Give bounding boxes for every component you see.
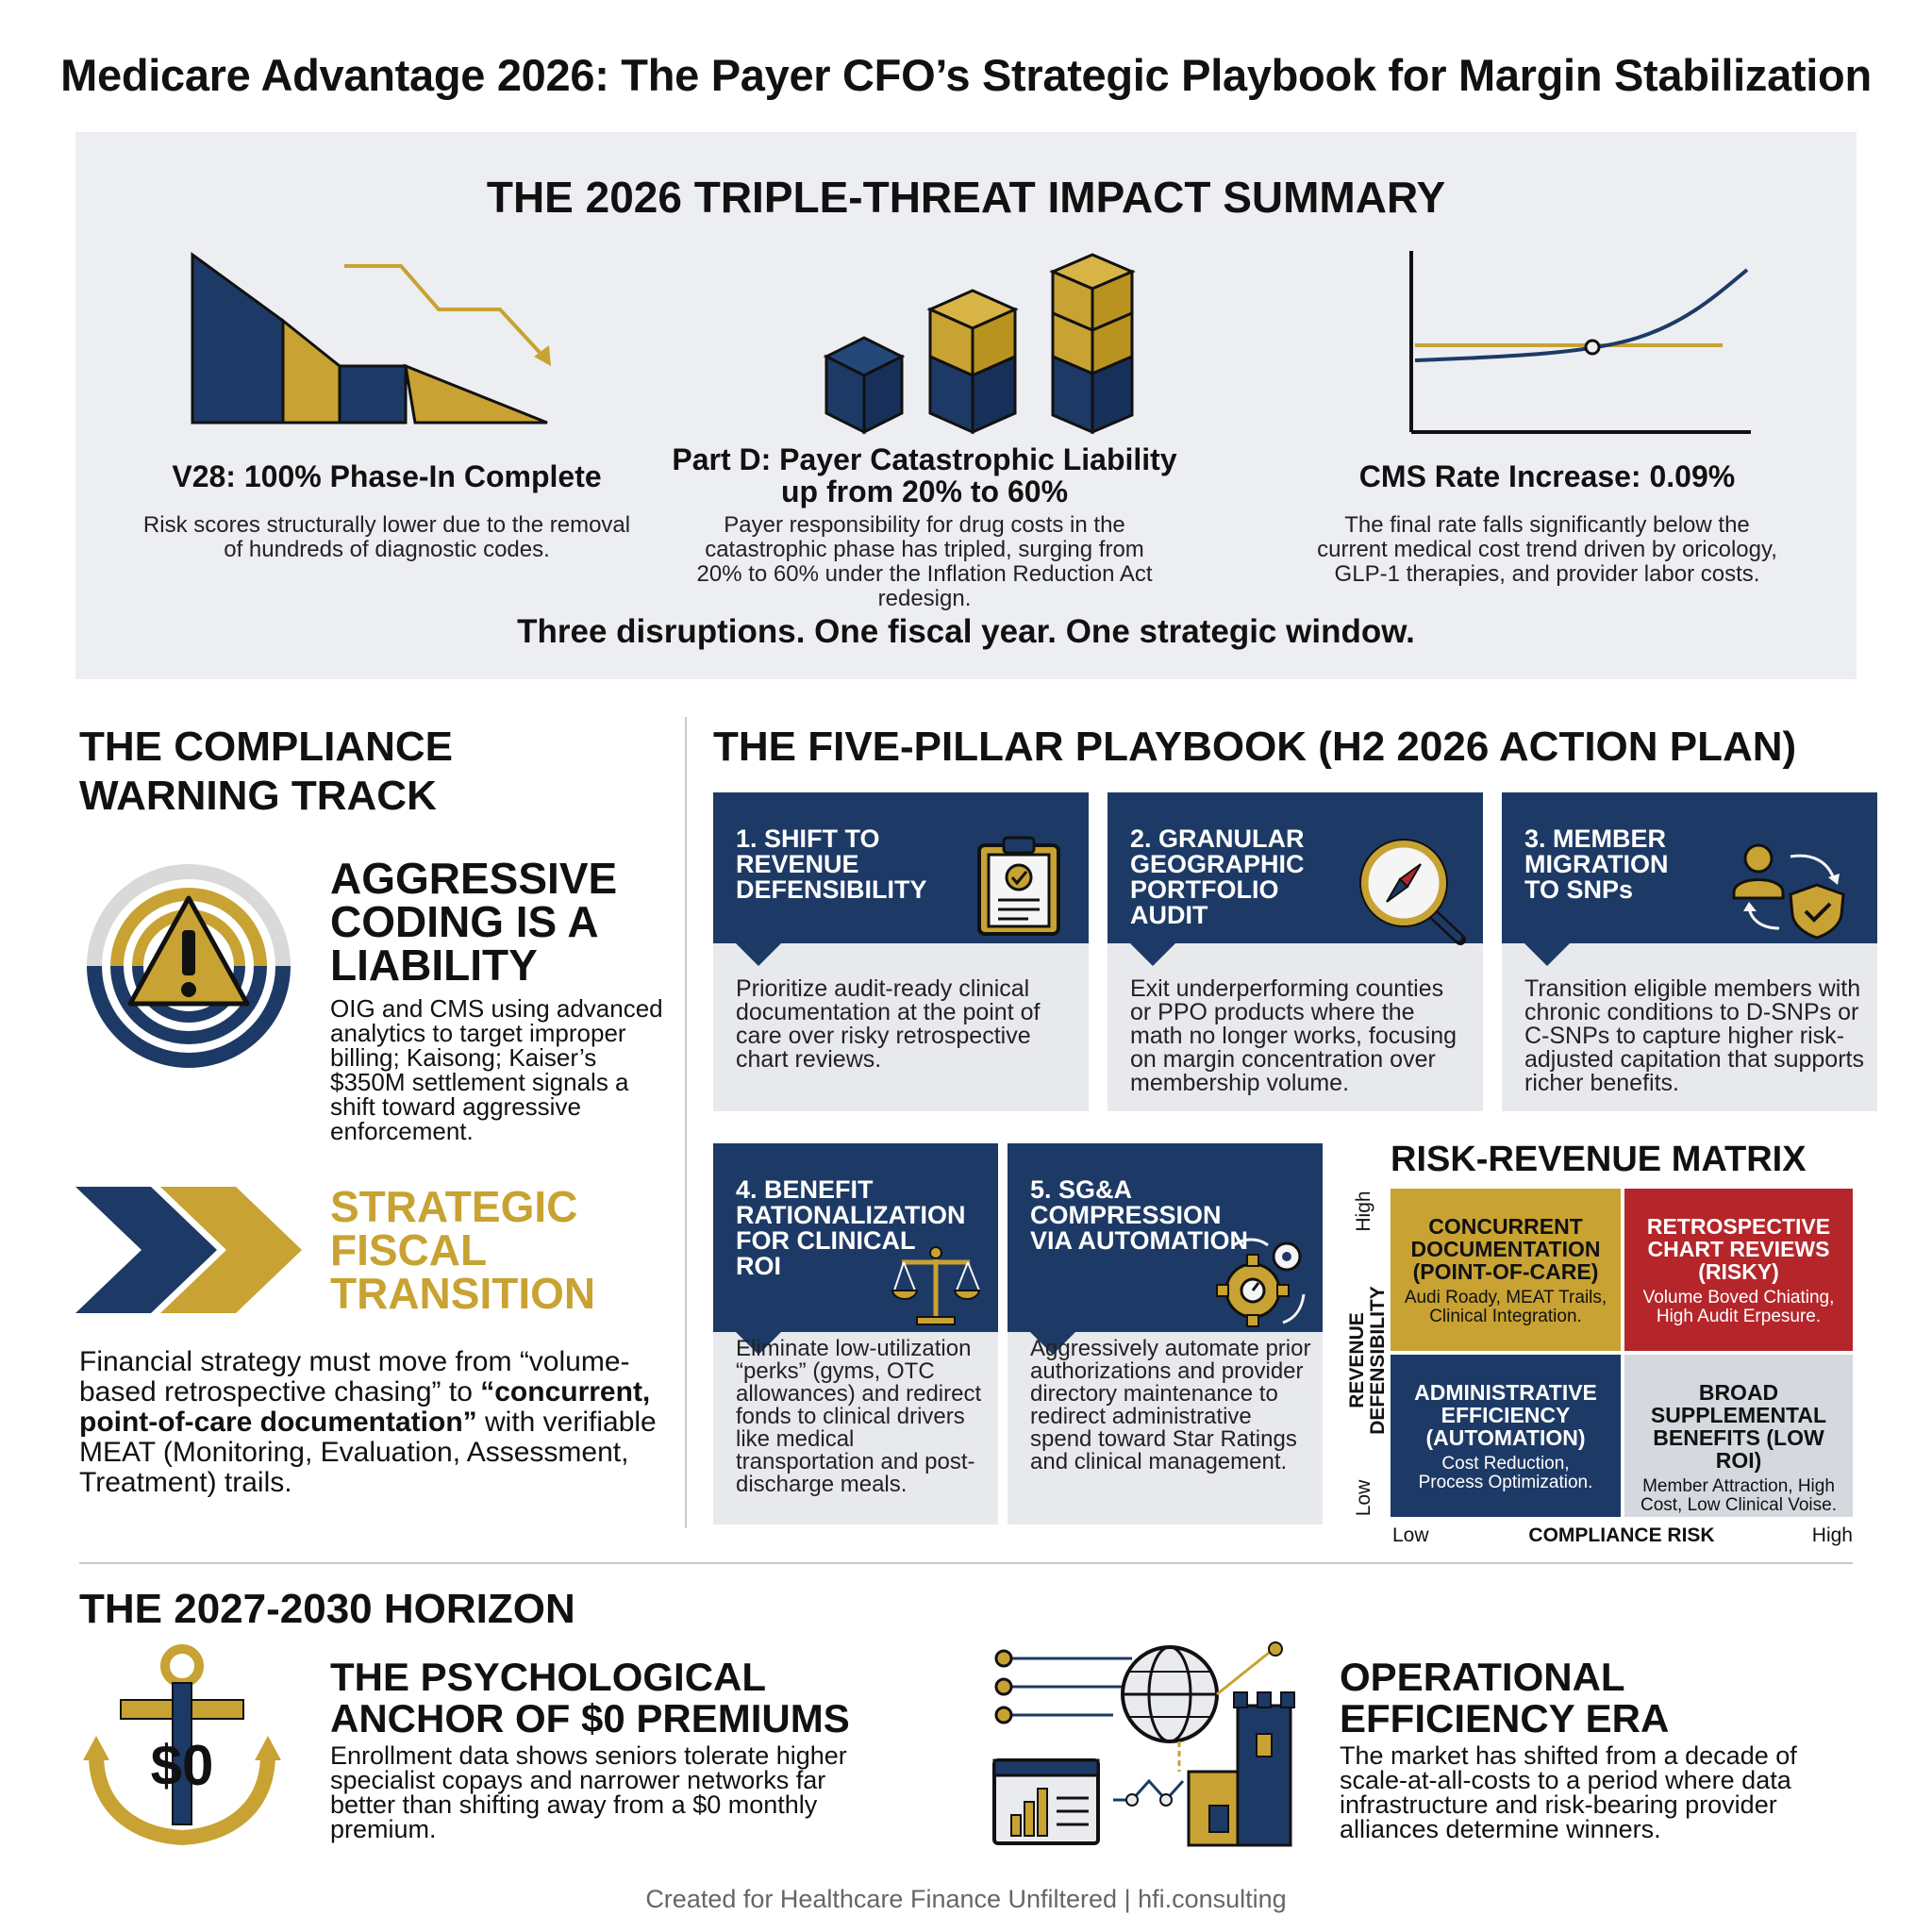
pillar-card-2: [1108, 792, 1483, 1111]
pillar-body: Prioritize audit-ready clinical documentation at the point of care over risky retrospective chart reviews.: [736, 975, 1041, 1073]
matrix-cell-title: BROAD SUPPLEMENTAL BENEFITS (LOW ROI): [1650, 1380, 1827, 1473]
matrix-y-high-wrap: [1349, 1185, 1377, 1241]
cost-trend-curve-icon: [1402, 251, 1760, 440]
summary-body-cms-rate: The final rate falls significantly below the current medical cost trend driven by oricology, GLP-1 therapies, and provider labor costs.: [1317, 512, 1777, 587]
pillar-header: [713, 1143, 998, 1332]
transition-body-bold: “concurrent, point-of-care documentation”: [79, 1376, 651, 1438]
pillar-body: Exit underperforming counties or PPO products where the math no longer works, focusing on margin concentration over membership volume.: [1130, 975, 1457, 1096]
data-castle-network-icon: [991, 1640, 1311, 1847]
matrix-cell-title: ADMINISTRATIVE EFFICIENCY (AUTOMATION): [1414, 1380, 1597, 1450]
summary-heading-v28: V28: 100% Phase-In Complete: [172, 459, 602, 493]
transition-heading: STRATEGIC FISCAL TRANSITION: [330, 1182, 596, 1318]
matrix-x-low-label: Low: [1392, 1524, 1429, 1546]
transition-body-post: with verifiable MEAT (Monitoring, Evaluation, Assessment, Treatment) trails.: [79, 1407, 657, 1498]
pillar-header: [1108, 792, 1483, 943]
pillar-notch: [1524, 943, 1570, 966]
anchor-body: Enrollment data shows seniors tolerate higher specialist copays and narrower networks far better than shifting away from a $0 monthly premium.: [330, 1741, 847, 1843]
section-divider-vertical: [685, 717, 687, 1528]
matrix-cell-title: RETROSPECTIVE CHART REVIEWS (RISKY): [1646, 1214, 1831, 1284]
matrix-x-high-label: High: [1811, 1524, 1853, 1546]
pillar-header: [1502, 792, 1877, 943]
playbook-section-title: THE FIVE-PILLAR PLAYBOOK (H2 2026 ACTION PLAN): [713, 724, 1797, 770]
pillar-card-4: [713, 1143, 998, 1524]
summary-title: THE 2026 TRIPLE-THREAT IMPACT SUMMARY: [486, 173, 1446, 222]
pillar-body: Eliminate low-utilization “perks” (gyms, OTC allowances) and redirect fonds to clinical drivers like medical transportation and post-discharge meals.: [736, 1336, 982, 1497]
pillar-title: 1. SHIFT TO REVENUE DEFENSIBILITY: [736, 824, 927, 904]
summary-body-part-d: Payer responsibility for drug costs in the catastrophic phase has tripled, surging from 20% to 60% under the Inflation Reduction Act redesign.: [696, 512, 1153, 611]
pillar-title: 2. GRANULAR GEOGRAPHIC PORTFOLIO AUDIT: [1130, 824, 1305, 929]
pillar-card-3: [1502, 792, 1877, 1111]
pillar-notch: [1130, 943, 1175, 966]
matrix-cell-desc: Member Attraction, High Cost, Low Clinical Voise.: [1640, 1476, 1838, 1515]
dollar-anchor-icon: [83, 1641, 281, 1849]
risk-revenue-matrix: [1391, 1189, 1853, 1517]
transition-body-pre: Financial strategy must move from “volume-based retrospective chasing” to: [79, 1346, 630, 1407]
warning-body: OIG and CMS using advanced analytics to target improper billing; Kaisong; Kaiser’s $350M settlement signals a shift toward aggressive enforcement.: [330, 994, 663, 1145]
matrix-cell-desc: Volume Boved Chiating, High Audit Erpesure.: [1642, 1288, 1835, 1326]
warning-target-icon: [75, 853, 302, 1079]
warning-heading: AGGRESSIVE CODING IS A LIABILITY: [330, 854, 618, 990]
transition-body: [79, 1347, 664, 1498]
pillar-body: Aggressively automate prior authorizations and provider directory maintenance to redirect administrative spend toward Star Ratings and clinical management.: [1030, 1336, 1311, 1474]
double-chevron-icon: [75, 1187, 302, 1313]
matrix-cell-retrospective: [1624, 1189, 1853, 1351]
anchor-dollar-text: $0: [150, 1734, 214, 1797]
impact-summary-panel: [75, 132, 1857, 679]
balance-scale-icon: [891, 1245, 981, 1330]
declining-risk-score-icon: [189, 245, 557, 434]
matrix-y-low-label: Low: [1353, 1479, 1374, 1517]
matrix-x-axis-label: COMPLIANCE RISK: [1528, 1524, 1715, 1546]
ops-heading: OPERATIONAL EFFICIENCY ERA: [1340, 1655, 1670, 1740]
pillar-title: 4. BENEFIT RATIONALIZATION FOR CLINICAL ROI: [736, 1175, 966, 1280]
gears-icon: [1215, 1236, 1309, 1330]
summary-heading-cms-rate: CMS Rate Increase: 0.09%: [1358, 459, 1736, 493]
matrix-cell-title: CONCURRENT DOCUMENTATION (POINT-OF-CARE): [1410, 1214, 1601, 1284]
clipboard-check-icon: [972, 834, 1066, 936]
matrix-cell-supplemental: [1624, 1355, 1853, 1517]
matrix-cell-desc: Audi Roady, MEAT Trails, Clinical Integration.: [1404, 1288, 1607, 1326]
section-divider-horizontal: [79, 1562, 1853, 1564]
compliance-section-title: THE COMPLIANCE WARNING TRACK: [79, 724, 453, 819]
pillar-title: 5. SG&A COMPRESSION VIA AUTOMATION: [1030, 1175, 1248, 1255]
member-shield-icon: [1723, 838, 1855, 941]
stacked-cubes-icon: [817, 253, 1194, 441]
matrix-cell-desc: Cost Reduction, Process Optimization.: [1418, 1454, 1593, 1492]
pillar-header: [713, 792, 1089, 943]
anchor-heading: THE PSYCHOLOGICAL ANCHOR OF $0 PREMIUMS: [330, 1655, 850, 1740]
summary-body-v28: Risk scores structurally lower due to the removal of hundreds of diagnostic codes.: [142, 512, 631, 562]
matrix-y-axis-wrap: [1346, 1283, 1389, 1435]
summary-tagline: Three disruptions. One fiscal year. One strategic window.: [517, 613, 1415, 650]
matrix-y-low-wrap: [1349, 1475, 1377, 1523]
matrix-y-axis-label: REVENUE DEFENSIBILITY: [1346, 1286, 1389, 1435]
pillar-card-5: [1008, 1143, 1323, 1524]
pillar-card-1: [713, 792, 1089, 1111]
ops-body: The market has shifted from a decade of scale-at-all-costs to a period where data infrastructure and risk-bearing provider alliances determine winners.: [1340, 1741, 1797, 1843]
matrix-title: RISK-REVENUE MATRIX: [1391, 1140, 1807, 1179]
matrix-cell-concurrent: [1391, 1189, 1621, 1351]
matrix-cell-administrative: [1391, 1355, 1621, 1517]
summary-heading-part-d: Part D: Payer Catastrophic Liability up from 20% to 60%: [672, 442, 1177, 508]
pillar-header: [1008, 1143, 1323, 1332]
pillar-body: Transition eligible members with chronic conditions to D-SNPs or C-SNPs to capture higher risk-adjusted capitation that supports richer benefits.: [1524, 975, 1864, 1096]
footer-credit: Created for Healthcare Finance Unfiltered | hfi.consulting: [645, 1885, 1287, 1913]
page-title: Medicare Advantage 2026: The Payer CFO’s Strategic Playbook for Margin Stabilization: [60, 50, 1872, 100]
pillar-notch: [736, 943, 781, 966]
matrix-y-high-label: High: [1353, 1191, 1374, 1232]
pillar-title: 3. MEMBER MIGRATION TO SNPs: [1524, 824, 1669, 904]
horizon-section-title: THE 2027-2030 HORIZON: [79, 1586, 575, 1632]
magnifier-compass-icon: [1355, 836, 1468, 945]
